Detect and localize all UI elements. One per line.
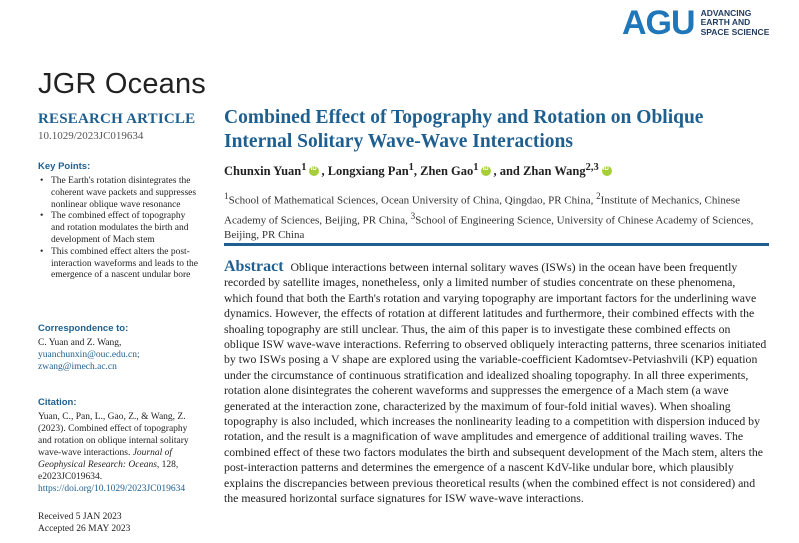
section-divider <box>224 243 769 246</box>
correspondence-names: C. Yuan and Z. Wang, <box>38 338 122 348</box>
key-point: • The Earth's rotation disintegrates the coherent wave packets and suppresses nonlinear oblique wave resonance <box>38 176 198 211</box>
email-link[interactable]: zwang@imech.ac.cn <box>38 362 117 372</box>
author-sup: 2,3 <box>585 162 599 173</box>
article-type: RESEARCH ARTICLE <box>38 111 196 127</box>
agu-tagline-line: SPACE SCIENCE <box>700 26 770 37</box>
affiliations <box>224 189 764 243</box>
abstract-heading: Abstract <box>224 258 284 275</box>
agu-logo-mark: AGU <box>622 4 695 42</box>
author-name[interactable]: , and Zhan Wang <box>493 164 586 179</box>
article-title: Combined Effect of Topography and Rotation on Oblique Internal Solitary Wave-Wave Interactions <box>224 107 704 152</box>
accepted-date: Accepted 26 MAY 2023 <box>38 524 131 534</box>
key-points-list <box>38 176 198 282</box>
agu-tagline-line: EARTH AND <box>700 17 751 28</box>
agu-logo[interactable] <box>622 6 769 40</box>
affil-sup: 2 <box>596 191 601 201</box>
affiliation: School of Mathematical Sciences, Ocean University of China, Qingdao, PR China, <box>228 194 597 207</box>
affil-sup: 3 <box>410 210 416 221</box>
correspondence-block <box>38 337 140 373</box>
abstract-text: Oblique interactions between internal solitary waves (ISWs) in the ocean have been frequently recorded by satellite images, nonetheless, only a limited number of studies concentrate on these phenomena, which found that both the Earth's rotation and varying topography are important factors for the underlining wave dynamics. However, the effects of rotation at different latitudes and furthermore, their combined effects with the shoaling topography are still unclear. Thus, the aim of this paper is to investigate these combined effects on oblique ISW wave-wave interactions. Referring to observed obliquely interacting patterns, three scenarios initiated by two ISWs posing a V shape are explored using the variable-coefficient Kadomtsev-Petviashvili (KP) equation under the circumstance of continuous stratification and idealized shoaling topography. In all three experiments, rotation alone disintegrates the coherent waveforms and suppresses the emergence of a Mach stem (a wave generated at the interaction zone, characterized by the maximum of four-fold initial waves). When shoaling topography is also included, which increases the nonlinearity leading to a competition with dispersion induced by rotation, and the result is a magnification of wave amplitudes and emergence of additional trailing waves. The combined effect of these two factors modulates the birth and subsequent development of the Mach stem, alters the post-interaction patterns and determines the emergence of a nascent KdV-like undular bore, which plausibly explains the discrepancies between previous theoretical results (when the combined effect is not considered) and the measured horizontal surface signatures for ISW wave-wave interactions. <box>224 260 767 506</box>
citation-text: Yuan, C., Pan, L., Gao, Z., & Wang, Z. (2023). Combined effect of topography and rotation on oblique internal solitary wave-wave interactions. <box>38 412 189 458</box>
orcid-icon[interactable] <box>602 166 612 176</box>
correspondence-heading: Correspondence to: <box>38 323 129 334</box>
citation-block <box>38 411 203 495</box>
affil-sup: 1 <box>224 191 229 201</box>
article-dates <box>38 511 130 535</box>
article-meta <box>38 111 206 142</box>
author-name[interactable]: Chunxin Yuan <box>224 164 302 179</box>
citation-heading: Citation: <box>38 397 77 408</box>
citation-journal: Journal of Geophysical Research: Oceans <box>38 448 173 470</box>
citation-volume: , 128, e2023JC019634. <box>38 460 179 482</box>
email-link[interactable]: yuanchunxin@ouc.edu.cn; <box>38 350 140 360</box>
author-sup: 1 <box>408 162 414 173</box>
affiliation: School of Engineering Science, University of Chinese Academy of Sciences, Beijing, PR China <box>224 214 754 242</box>
citation-doi-link[interactable]: https://doi.org/10.1029/2023JC019634 <box>38 484 186 494</box>
abstract <box>224 259 767 507</box>
article-doi[interactable]: 10.1029/2023JC019634 <box>38 130 144 142</box>
author-sup: 1 <box>301 162 307 173</box>
received-date: Received 5 JAN 2023 <box>38 512 122 522</box>
key-points-heading: Key Points: <box>38 161 91 172</box>
author-name[interactable]: , Zhen Gao <box>413 164 474 179</box>
author-sup: 1 <box>473 162 479 173</box>
affiliation: Institute of Mechanics, Chinese Academy of Sciences, Beijing, PR China, <box>224 194 740 227</box>
agu-logo-tagline <box>701 9 770 38</box>
author-name[interactable]: , Longxiang Pan <box>321 164 409 179</box>
key-point: • The combined effect of topography and rotation modulates the birth and development of Mach stem <box>38 211 198 246</box>
journal-name: JGR Oceans <box>38 68 206 100</box>
agu-tagline-line: ADVANCING <box>700 7 752 18</box>
orcid-icon[interactable] <box>309 166 319 176</box>
orcid-icon[interactable] <box>481 166 491 176</box>
author-list <box>224 162 614 179</box>
key-point: • This combined effect alters the post-interaction waveforms and leads to the emergence of a nascent undular bore <box>38 247 198 282</box>
